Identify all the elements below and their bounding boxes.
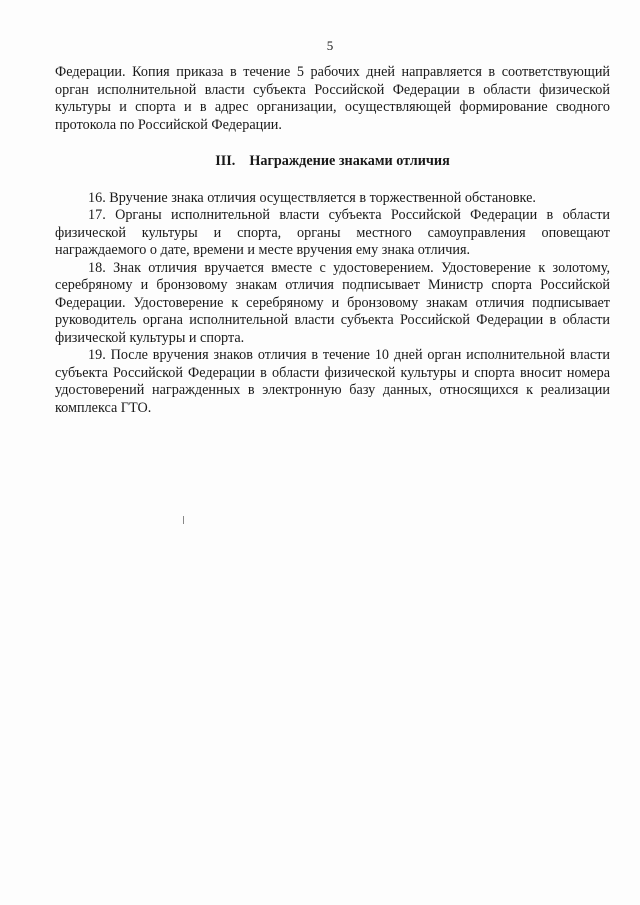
scan-speck [183,516,184,524]
intro-paragraph: Федерации. Копия приказа в течение 5 рабочих дней направляется в соответствующий орган исполнительной власти субъекта Российской Федерации в области физической культуры и спорта и в адрес организации, осуществляющей формирование сводного протокола по Российской Федерации. [55,64,610,133]
paragraph-17: 17. Органы исполнительной власти субъекта Российской Федерации в области физической культуры и спорта, органы местного самоуправления оповещают награждаемого о дате, времени и месте вручения ему знака отличия. [55,207,610,258]
paragraph-19: 19. После вручения знаков отличия в течение 10 дней орган исполнительной власти субъекта Российской Федерации в области физической культуры и спорта вносит номера удостоверений награжденных в электронную базу данных, относящихся к реализации комплекса ГТО. [55,347,610,416]
section-title: Награждение знаками отличия [249,153,450,169]
paragraph-18: 18. Знак отличия вручается вместе с удостоверением. Удостоверение к золотому, серебряному и бронзовому знакам отличия подписывает Министр спорта Российской Федерации. Удостоверение к серебряному и бронзовому знакам отличия подписывает руководитель органа исполнительной власти субъекта Российской Федерации в области физической культуры и спорта. [55,259,610,346]
document-body [55,64,610,417]
section-number: III. [215,153,236,169]
section-heading [55,153,610,171]
paragraph-16: 16. Вручение знака отличия осуществляется в торжественной обстановке. [88,189,536,206]
page-number: 5 [326,38,334,53]
